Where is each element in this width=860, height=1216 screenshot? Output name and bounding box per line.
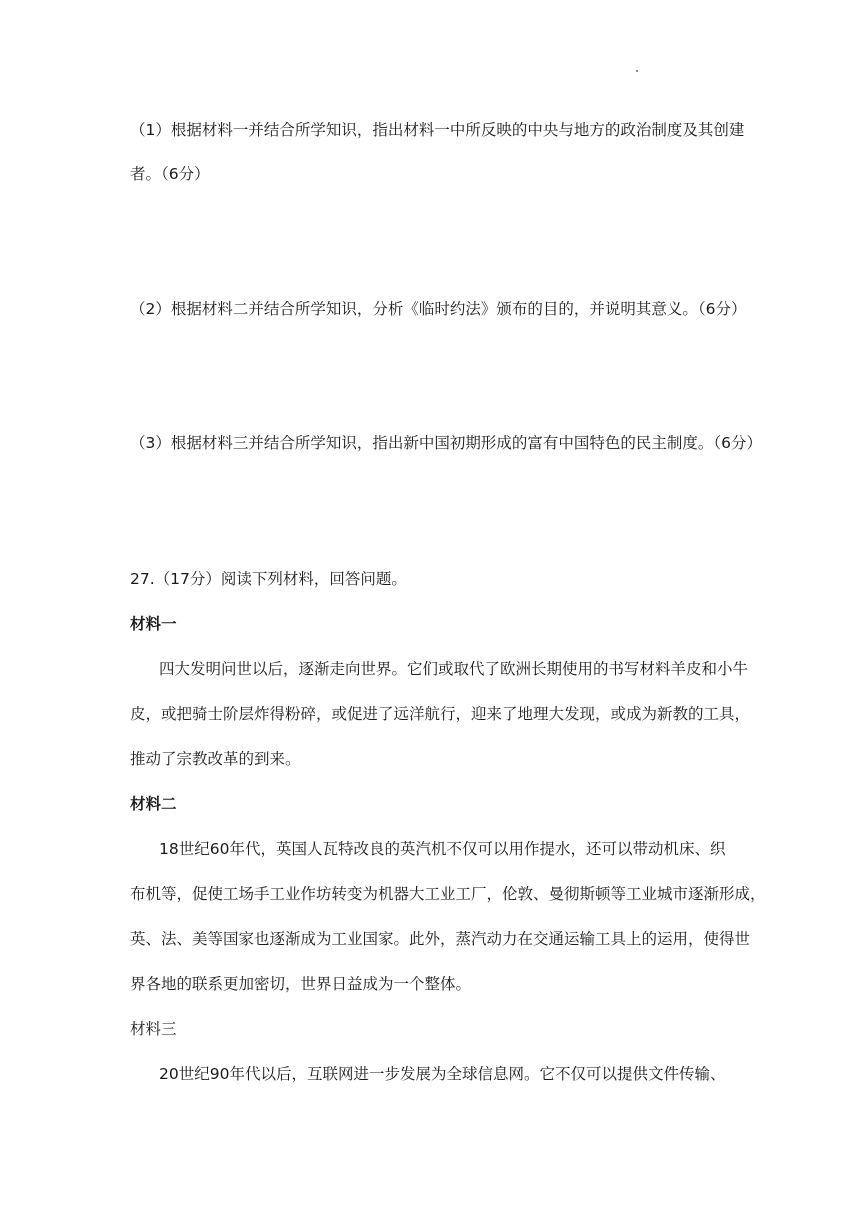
material-2-line-3: 英、法、美等国家也逐渐成为工业国家。此外，蒸汽动力在交通运输工具上的运用，使得世 (130, 930, 751, 948)
question-1-line-1: （1）根据材料一并结合所学知识，指出材料一中所反映的中央与地方的政治制度及其创建 (130, 121, 745, 139)
question-2: （2）根据材料二并结合所学知识，分析《临时约法》颁布的目的，并说明其意义。（6分） (130, 300, 747, 318)
material-3-title: 材料三 (130, 1020, 177, 1038)
scan-dot (636, 70, 638, 72)
material-2-line-4: 界各地的联系更加密切，世界日益成为一个整体。 (130, 975, 472, 993)
material-1-title: 材料一 (130, 615, 177, 633)
question-1-line-2: 者。（6分） (130, 165, 210, 183)
material-1-line-1: 四大发明问世以后，逐渐走向世界。它们或取代了欧洲长期使用的书写材料羊皮和小牛 (159, 660, 749, 678)
material-2-line-2: 布机等，促使工场手工业作坊转变为机器大工业工厂，伦敦、曼彻斯顿等工业城市逐渐形成， (130, 885, 766, 903)
material-1-line-3: 推动了宗教改革的到来。 (130, 750, 301, 768)
material-1-line-2: 皮，或把骑士阶层炸得粉碎，或促进了远洋航行，迎来了地理大发现，或成为新教的工具， (130, 705, 751, 723)
question-3: （3）根据材料三并结合所学知识，指出新中国初期形成的富有中国特色的民主制度。（6分） (130, 434, 762, 452)
question-27-heading: 27.（17分）阅读下列材料，回答问题。 (130, 570, 407, 588)
material-2-title: 材料二 (130, 795, 177, 813)
material-2-line-1: 18世纪60年代，英国人瓦特改良的英汽机不仅可以用作提水，还可以带动机床、织 (159, 840, 726, 858)
material-3-line-1: 20世纪90年代以后，互联网进一步发展为全球信息网。它不仅可以提供文件传输、 (159, 1065, 726, 1083)
